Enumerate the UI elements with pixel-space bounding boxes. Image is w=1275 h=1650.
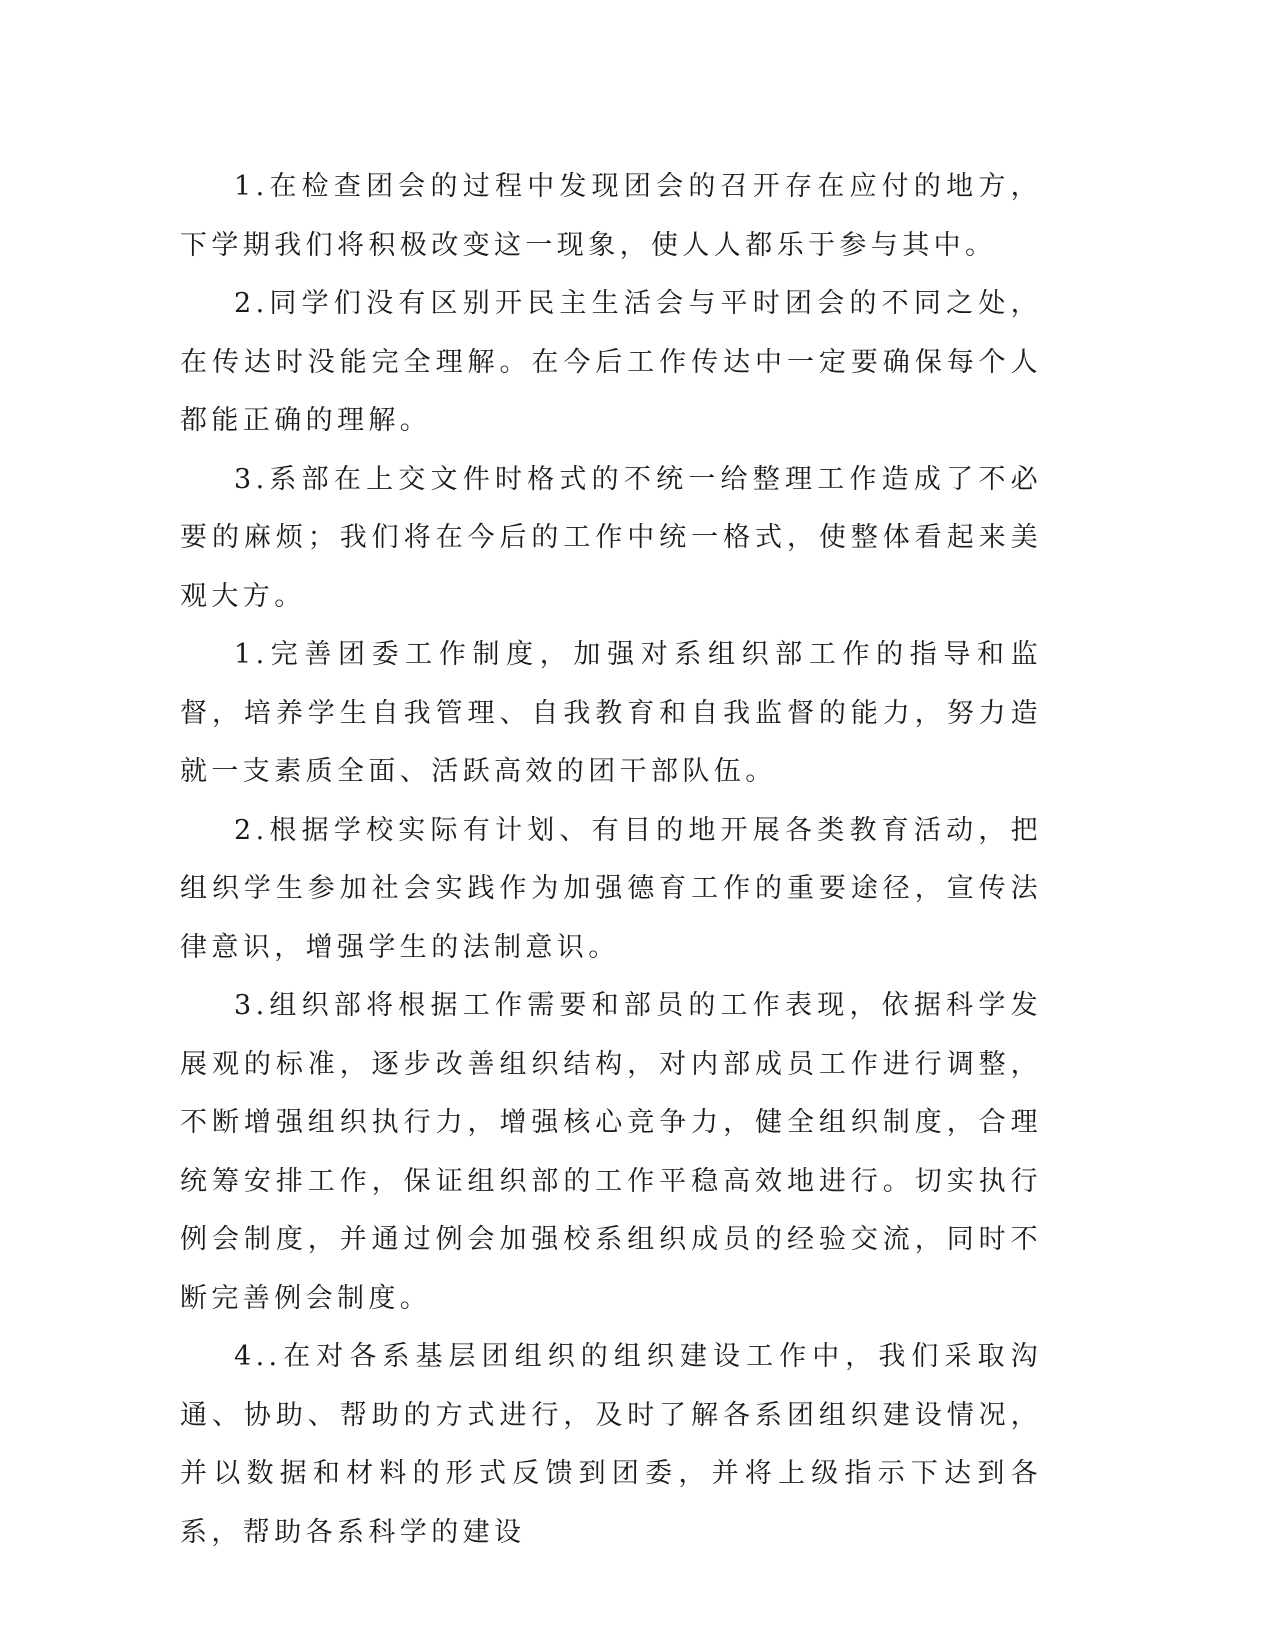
document-body <box>180 158 1042 1562</box>
paragraph-3: 3.系部在上交文件时格式的不统一给整理工作造成了不必要的麻烦；我们将在今后的工作中统一格式，使整体看起来美观大方。 <box>180 463 1042 612</box>
paragraph-4: 1.完善团委工作制度，加强对系组织部工作的指导和监督，培养学生自我管理、自我教育和自我监督的能力，努力造就一支素质全面、活跃高效的团干部队伍。 <box>180 639 1042 787</box>
paragraph-1: 1.在检查团会的过程中发现团会的召开存在应付的地方，下学期我们将积极改变这一现象，使人人都乐于参与其中。 <box>180 171 1042 261</box>
paragraph-2: 2.同学们没有区别开民主生活会与平时团会的不同之处，在传达时没能完全理解。在今后工作传达中一定要确保每个人都能正确的理解。 <box>180 288 1042 436</box>
paragraph-7: 4..在对各系基层团组织的组织建设工作中，我们采取沟通、协助、帮助的方式进行，及时了解各系团组织建设情况，并以数据和材料的形式反馈到团委，并将上级指示下达到各系，帮助各系科学的建设 <box>180 1341 1042 1548</box>
paragraph-5: 2.根据学校实际有计划、有目的地开展各类教育活动，把组织学生参加社会实践作为加强德育工作的重要途径，宣传法律意识，增强学生的法制意识。 <box>180 814 1042 963</box>
paragraph-6: 3.组织部将根据工作需要和部员的工作表现，依据科学发展观的标准，逐步改善组织结构，对内部成员工作进行调整，不断增强组织执行力，增强核心竞争力，健全组织制度，合理统筹安排工作，保证组织部的工作平稳高效地进行。切实执行例会制度，并通过例会加强校系组织成员的经验交流，同时不断完善例会制度。 <box>180 990 1042 1314</box>
